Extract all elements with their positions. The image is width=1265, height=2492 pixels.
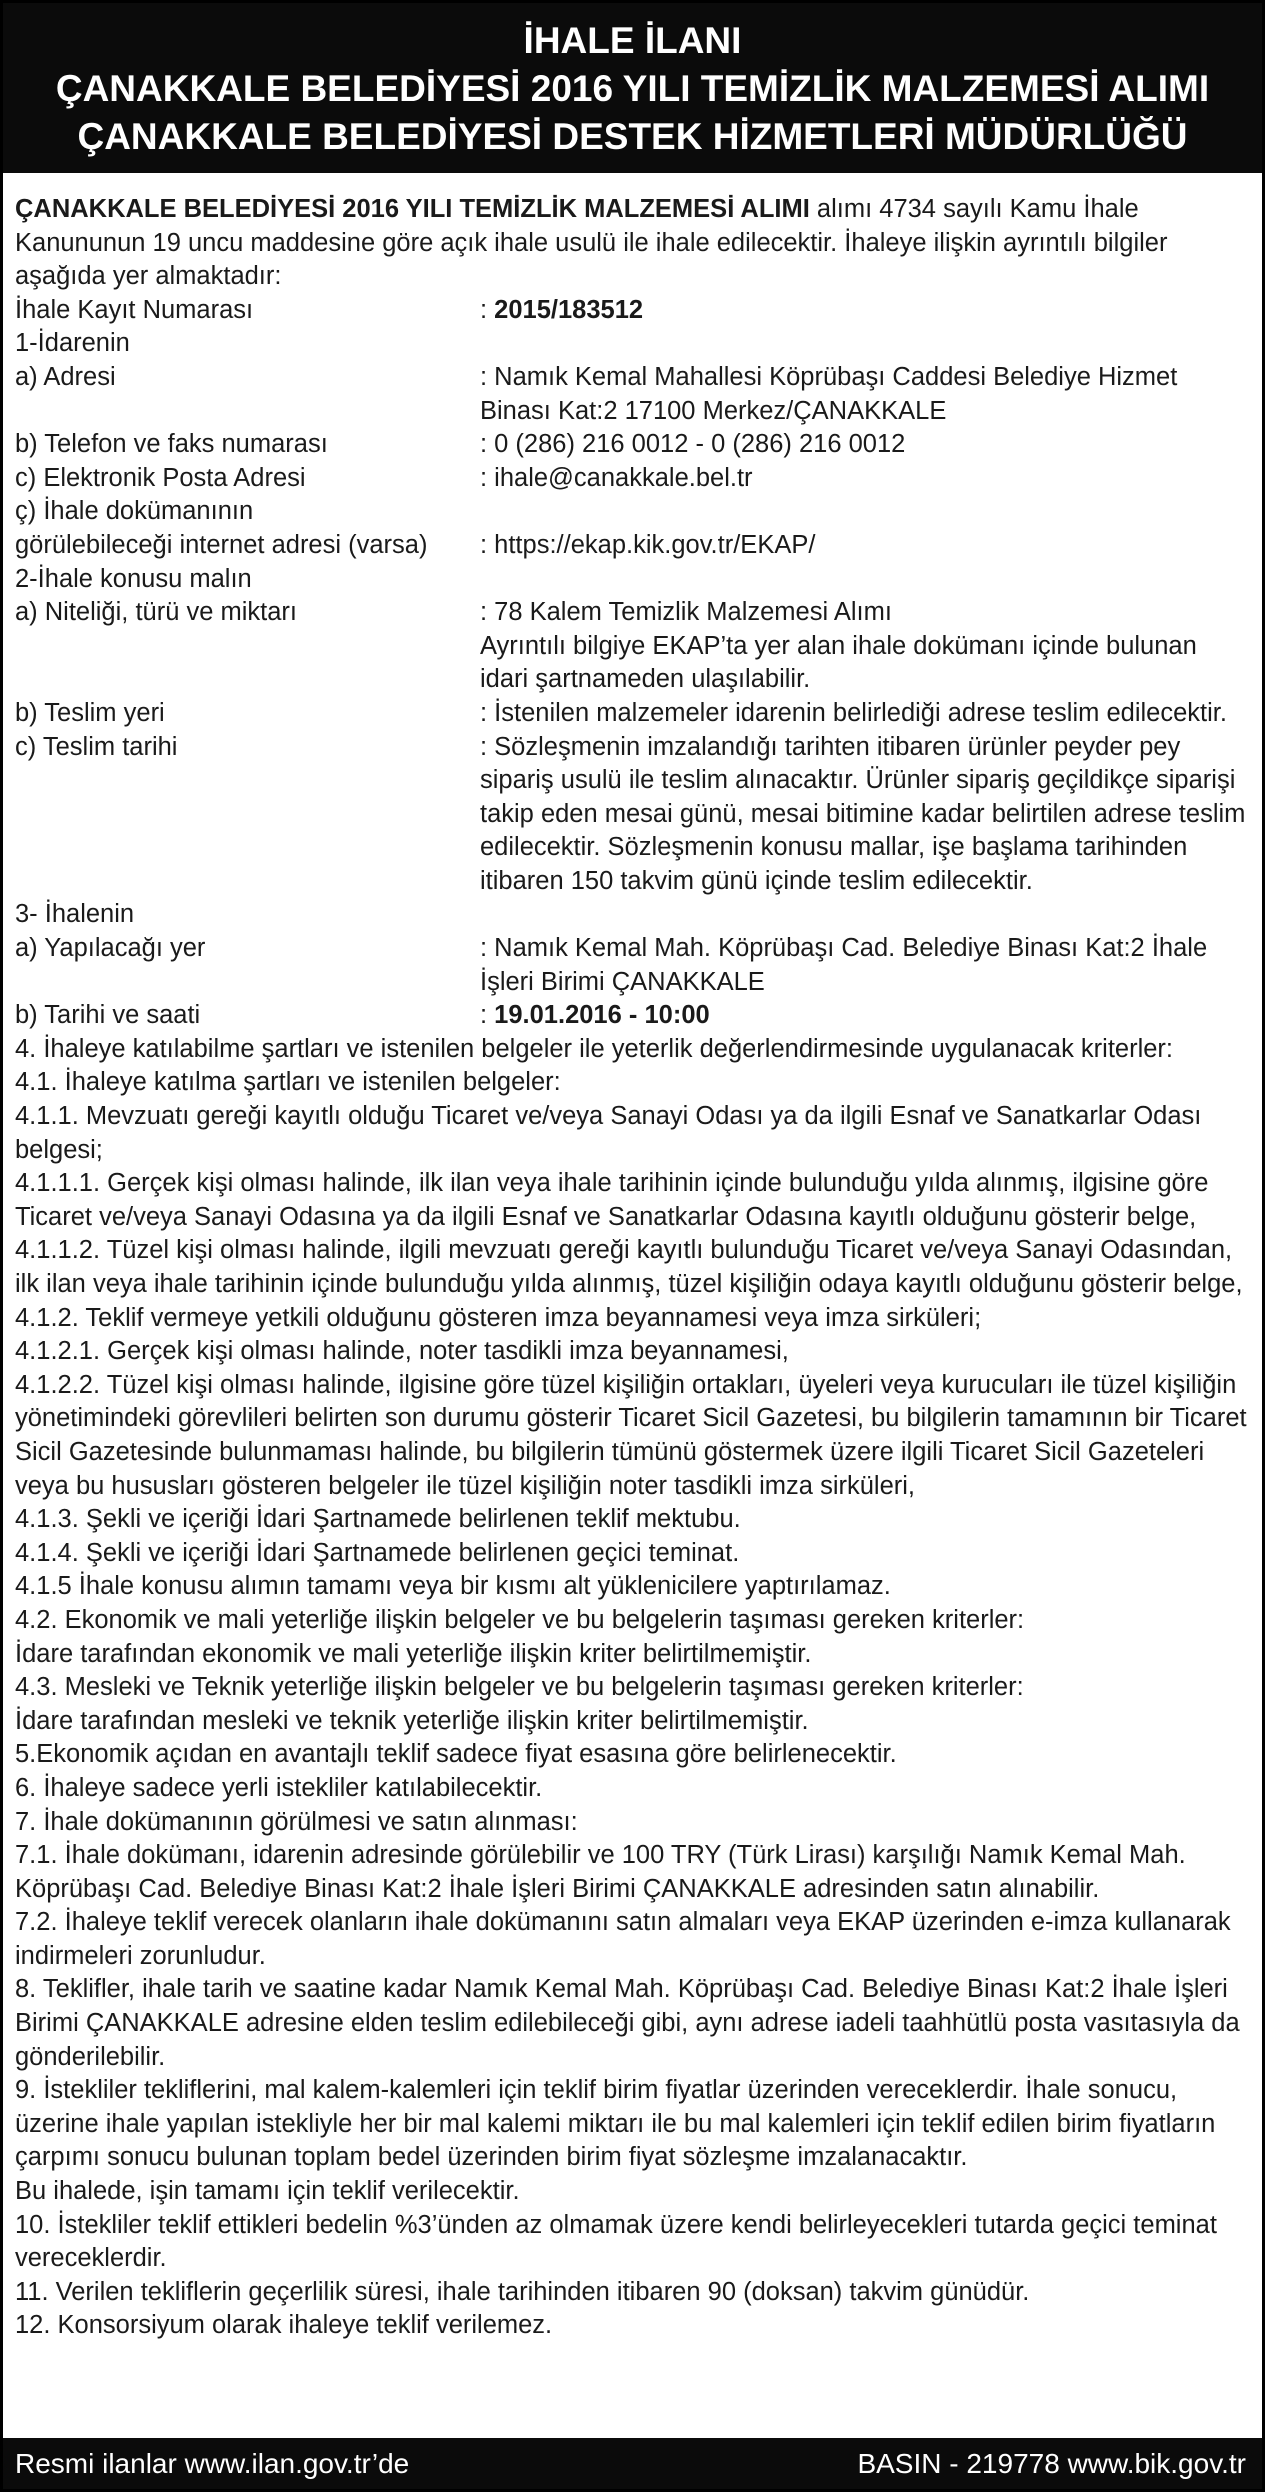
field-kayit	[15, 294, 1252, 328]
field-label: c) Teslim tarihi	[15, 732, 178, 761]
intro-bold: ÇANAKKALE BELEDİYESİ 2016 YILI TEMİZLİK MALZEMESİ ALIMI	[15, 195, 810, 223]
clause-paragraph: 7.1. İhale dokümanı, idarenin adresinde görülebilir ve 100 TRY (Türk Lirası) karşılığı Namık Kemal Mah. Köprübaşı Cad. Belediye Binası Kat:2 İhale İşleri Birimi ÇANAKKALE adresinden satın alınabilir.	[15, 1841, 1186, 1903]
clause-paragraph: 10. İstekliler teklif ettikleri bedelin %3’ünden az olmamak üzere kendi belirleyecekleri tutarda geçici teminat vereceklerdir.	[15, 2210, 1217, 2273]
field-label: ç) İhale dokümanının	[15, 497, 254, 526]
field-label: görülebileceği internet adresi (varsa)	[15, 530, 428, 559]
field-value: : Sözleşmenin imzalandığı tarihten itibaren ürünler peyder pey sipariş usulü ile teslim alınacaktır. Ürünler sipariş geçildikçe siparişi takip eden mesai günü, mesai bitimine kadar belirtilen adrese teslim edilecektir. Sözleşmenin konusu mallar, işe başlama tarihinden itibaren 150 takvim günü içinde teslim edilecektir.	[480, 732, 1246, 895]
field-teslim-yeri	[15, 697, 1252, 731]
field-value: : Namık Kemal Mahallesi Köprübaşı Caddesi Belediye Hizmet Binası Kat:2 17100 Merkez/ÇANAKKALE	[480, 362, 1178, 425]
field-value: Ayrıntılı bilgiye EKAP’ta yer alan ihale dokümanı içinde bulunan idari şartnameden ulaşılabilir.	[480, 631, 1197, 694]
clause-paragraph: 7. İhale dokümanının görülmesi ve satın alınması:	[15, 1807, 578, 1836]
field-label: c) Elektronik Posta Adresi	[15, 463, 306, 492]
clause-paragraph: 11. Verilen tekliflerin geçerlilik süresi, ihale tarihinden itibaren 90 (doksan) takvim günüdür.	[15, 2277, 1030, 2306]
field-eposta	[15, 462, 1252, 496]
clause-paragraph: 4.3. Mesleki ve Teknik yeterliğe ilişkin belgeler ve bu belgelerin taşıması gereken kriterler:	[15, 1673, 1024, 1702]
field-value: : ihale@canakkale.bel.tr	[480, 463, 753, 492]
field-value: : 78 Kalem Temizlik Malzemesi Alımı	[480, 598, 892, 627]
field-dokuman	[15, 529, 1252, 563]
field-prefix: :	[480, 295, 495, 324]
field-label: a) Adresi	[15, 362, 116, 391]
notice-footer	[3, 2438, 1262, 2489]
intro-text: alımı 4734 sayılı Kamu İhale Kanununun 19 uncu maddesine göre açık ihale usulü ile ihale edilecektir. İhaleye ilişkin ayrıntılı bilgiler aşağıda yer almaktadır:	[15, 195, 1168, 291]
field-label: b) Tarihi ve saati	[15, 1001, 201, 1030]
section-heading: 2-İhale konusu malın	[15, 564, 252, 593]
clause-paragraph: 8. Teklifler, ihale tarih ve saatine kadar Namık Kemal Mah. Köprübaşı Cad. Belediye Binası Kat:2 İhale İşleri Birimi ÇANAKKALE adresine elden teslim edilebileceği gibi, aynı adrese iadeli taahhütlü posta vasıtasıyla da gönderilebilir.	[15, 1975, 1240, 2071]
clause-paragraph: 4.1.1.2. Tüzel kişi olması halinde, ilgili mevzuatı gereği kayıtlı bulunduğu Ticaret ve/veya Sanayi Odasından, ilk ilan veya ihale tarihinin içinde bulunduğu yılda alınmış, tüzel kişiliğin odaya kayıtlı olduğunu gösterir belge,	[15, 1236, 1243, 1298]
clause-paragraph: İdare tarafından mesleki ve teknik yeterliğe ilişkin kriter belirtilmemiştir.	[15, 1706, 809, 1735]
field-label: b) Telefon ve faks numarası	[15, 430, 328, 459]
field-label: a) Niteliği, türü ve miktarı	[15, 598, 297, 627]
clause-paragraph: 12. Konsorsiyum olarak ihaleye teklif verilemez.	[15, 2311, 553, 2340]
clause-paragraph: 4.1. İhaleye katılma şartları ve istenilen belgeler:	[15, 1068, 561, 1097]
clause-paragraph: 4. İhaleye katılabilme şartları ve istenilen belgeler ile yeterlik değerlendirmesinde uygulanacak kriterler:	[15, 1034, 1173, 1063]
field-telefon	[15, 428, 1252, 462]
field-value: 19.01.2016 - 10:00	[494, 1001, 710, 1030]
clause-paragraph: Bu ihalede, işin tamamı için teklif verilecektir.	[15, 2177, 520, 2206]
clause-paragraph: 4.1.1.1. Gerçek kişi olması halinde, ilk ilan veya ihale tarihinin içinde bulunduğu yılda alınmış, ilgisine göre Ticaret ve/veya Sanayi Odasına ya da ilgili Esnaf ve Sanatkarlar Odasına kayıtlı olduğunu gösterir belge,	[15, 1169, 1209, 1231]
field-yer	[15, 932, 1252, 999]
clause-paragraph: İdare tarafından ekonomik ve mali yeterliğe ilişkin kriter belirtilmemiştir.	[15, 1639, 812, 1668]
field-label: a) Yapılacağı yer	[15, 934, 206, 963]
footer-right-text: BASIN - 219778 www.bik.gov.tr	[857, 2448, 1246, 2479]
clause-paragraph: 7.2. İhaleye teklif verecek olanların ihale dokümanını satın almaları veya EKAP üzerinden e-imza kullanarak indirmeleri zorunludur.	[15, 1908, 1231, 1970]
field-label: İhale Kayıt Numarası	[15, 295, 254, 324]
clause-paragraph: 4.2. Ekonomik ve mali yeterliğe ilişkin belgeler ve bu belgelerin taşıması gereken kriterler:	[15, 1605, 1025, 1634]
clause-paragraph: 4.1.4. Şekli ve içeriği İdari Şartnamede belirlenen geçici teminat.	[15, 1538, 740, 1567]
field-adres	[15, 361, 1252, 428]
field-value: 2015/183512	[494, 295, 644, 324]
notice-body	[15, 193, 1252, 2343]
notice-header	[3, 3, 1262, 173]
clauses-list	[15, 1033, 1252, 2343]
intro-paragraph	[15, 193, 1252, 294]
clause-paragraph: 4.1.2.2. Tüzel kişi olması halinde, ilgisine göre tüzel kişiliğin ortakları, üyeleri veya kurucuları ile tüzel kişiliğin yönetimindeki görevlileri belirten son durumu gösterir Ticaret Sicil Gazetesi, bu bilgilerin tamamının bir Ticaret Sicil Gazetesinde bulunmaması halinde, bu bilgilerin tümünü göstermek üzere ilgili Ticaret Sicil Gazeteleri veya bu hususları gösteren belgeler ile tüzel kişiliğin noter tasdikli imza sirküleri,	[15, 1370, 1247, 1500]
field-prefix: :	[480, 1001, 495, 1030]
clause-paragraph: 4.1.2.1. Gerçek kişi olması halinde, noter tasdikli imza beyannamesi,	[15, 1337, 789, 1366]
field-tarih	[15, 999, 1252, 1033]
field-value: : https://ekap.kik.gov.tr/EKAP/	[480, 530, 816, 559]
field-teslim-tarihi	[15, 731, 1252, 899]
section-heading: 3- İhalenin	[15, 900, 135, 929]
notice-title: İHALE İLANI	[523, 20, 742, 61]
clause-paragraph: 9. İstekliler tekliflerini, mal kalem-kalemleri için teklif birim fiyatlar üzerinden vereceklerdir. İhale sonucu, üzerine ihale yapılan istekliyle her bir mal kalemi miktarı ile bu mal kalemleri için teklif edilen birim fiyatların çarpımı sonucu bulunan toplam bedel üzerinden birim fiyat sözleşme imzalanacaktır.	[15, 2076, 1216, 2172]
clause-paragraph: 4.1.3. Şekli ve içeriği İdari Şartnamede belirlenen teklif mektubu.	[15, 1505, 741, 1534]
field-label: b) Teslim yeri	[15, 698, 165, 727]
section-heading: 1-İdarenin	[15, 329, 130, 358]
notice-subject: ÇANAKKALE BELEDİYESİ 2016 YILI TEMİZLİK MALZEMESİ ALIMI	[55, 68, 1210, 109]
notice-department: ÇANAKKALE BELEDİYESİ DESTEK HİZMETLERİ MÜDÜRLÜĞÜ	[77, 116, 1188, 157]
field-value: : 0 (286) 216 0012 - 0 (286) 216 0012	[480, 430, 906, 459]
footer-left-text: Resmi ilanlar www.ilan.gov.tr’de	[15, 2448, 410, 2479]
field-nitelik	[15, 596, 1252, 697]
clause-paragraph: 4.1.5 İhale konusu alımın tamamı veya bir kısmı alt yüklenicilere yaptırılamaz.	[15, 1572, 891, 1601]
field-value: : İstenilen malzemeler idarenin belirlediği adrese teslim edilecektir.	[480, 698, 1227, 727]
clause-paragraph: 4.1.1. Mevzuatı gereği kayıtlı olduğu Ticaret ve/veya Sanayi Odası ya da ilgili Esnaf ve Sanatkarlar Odası belgesi;	[15, 1102, 1202, 1164]
clause-paragraph: 6. İhaleye sadece yerli istekliler katılabilecektir.	[15, 1773, 543, 1802]
field-value: : Namık Kemal Mah. Köprübaşı Cad. Belediye Binası Kat:2 İhale İşleri Birimi ÇANAKKALE	[480, 934, 1208, 996]
clause-paragraph: 5.Ekonomik açıdan en avantajlı teklif sadece fiyat esasına göre belirlenecektir.	[15, 1740, 897, 1769]
clause-paragraph: 4.1.2. Teklif vermeye yetkili olduğunu gösteren imza beyannamesi veya imza sirküleri;	[15, 1303, 982, 1332]
